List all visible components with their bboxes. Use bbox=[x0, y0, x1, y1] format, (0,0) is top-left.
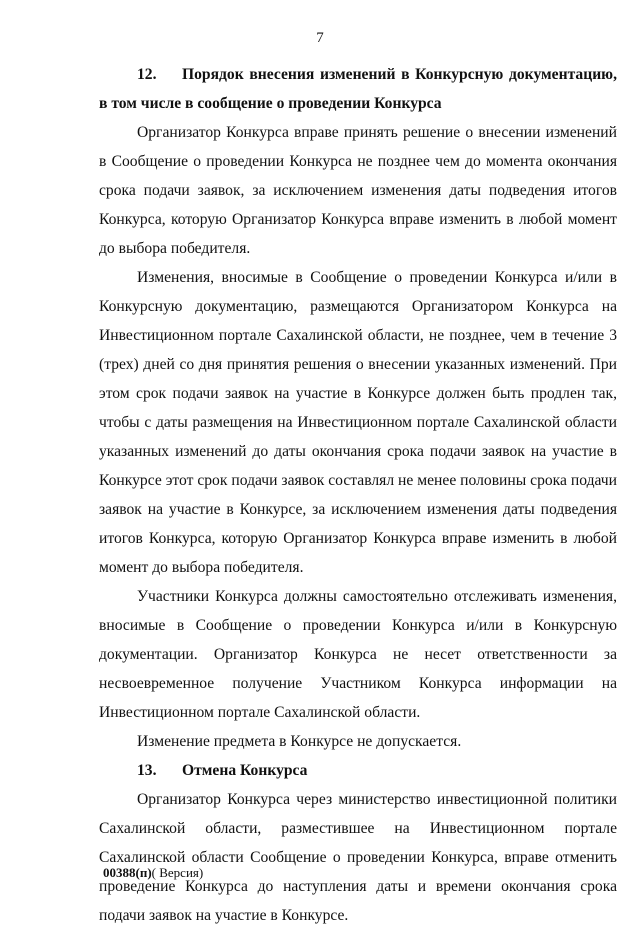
section-13-paragraph-1: Организатор Конкурса через министерство инвестиционной политики Сахалинской области, разместившее на Инвестиционном портале Сахалинской области Сообщение о проведении Конкурса, вправе отменить проведение Конкурса до наступления даты и времени окончания срока подачи заявок на участие в Конкурсе. bbox=[99, 791, 617, 924]
page-number: 7 bbox=[316, 30, 324, 46]
section-12-paragraph-2: Изменения, вносимые в Сообщение о проведении Конкурса и/или в Конкурсную документацию, размещаются Организатором Конкурса на Инвестиционном портале Сахалинской области, не позднее, чем в течение 3 (трех) дней со дня принятия решения о внесении указанных изменений. При этом срок подачи заявок на участие в Конкурсе должен быть продлен так, чтобы с даты размещения на Инвестиционном портале Сахалинской области указанных изменений до даты окончания срока подачи заявок на участие в Конкурсе этот срок подачи заявок составлял не менее половины срока подачи заявок на участие в Конкурсе, за исключением изменения даты подведения итогов Конкурса, которую Организатор Конкурса вправе изменить в любой момент до выбора победителя. bbox=[99, 269, 617, 576]
section-12-number: 12. bbox=[137, 66, 157, 83]
section-12-paragraph-1: Организатор Конкурса вправе принять решение о внесении изменений в Сообщение о проведении Конкурса не позднее чем до момента окончания срока подачи заявок, за исключением изменения даты подведения итогов Конкурса, которую Организатор Конкурса вправе изменить в любой момент до выбора победителя. bbox=[99, 124, 617, 257]
document-footer bbox=[103, 865, 203, 881]
section-13-heading bbox=[99, 756, 617, 785]
section-12-paragraph-4: Изменение предмета в Конкурсе не допускается. bbox=[137, 733, 462, 750]
section-13-number: 13. bbox=[137, 762, 157, 779]
document-body bbox=[99, 60, 617, 930]
document-version: ( Версия) bbox=[151, 865, 204, 880]
section-12-title: Порядок внесения изменений в Конкурсную документацию, в том числе в сообщение о проведении Конкурса bbox=[99, 66, 617, 112]
section-12-paragraph-3: Участники Конкурса должны самостоятельно отслеживать изменения, вносимые в Сообщение о проведении Конкурса и/или в Конкурсную документации. Организатор Конкурса не несет ответственности за несвоевременное получение Участником Конкурса информации на Инвестиционном портале Сахалинской области. bbox=[99, 588, 617, 721]
document-code: 00388(п) bbox=[103, 865, 152, 880]
section-12-heading bbox=[99, 60, 617, 118]
section-13-title: Отмена Конкурса bbox=[182, 762, 308, 779]
